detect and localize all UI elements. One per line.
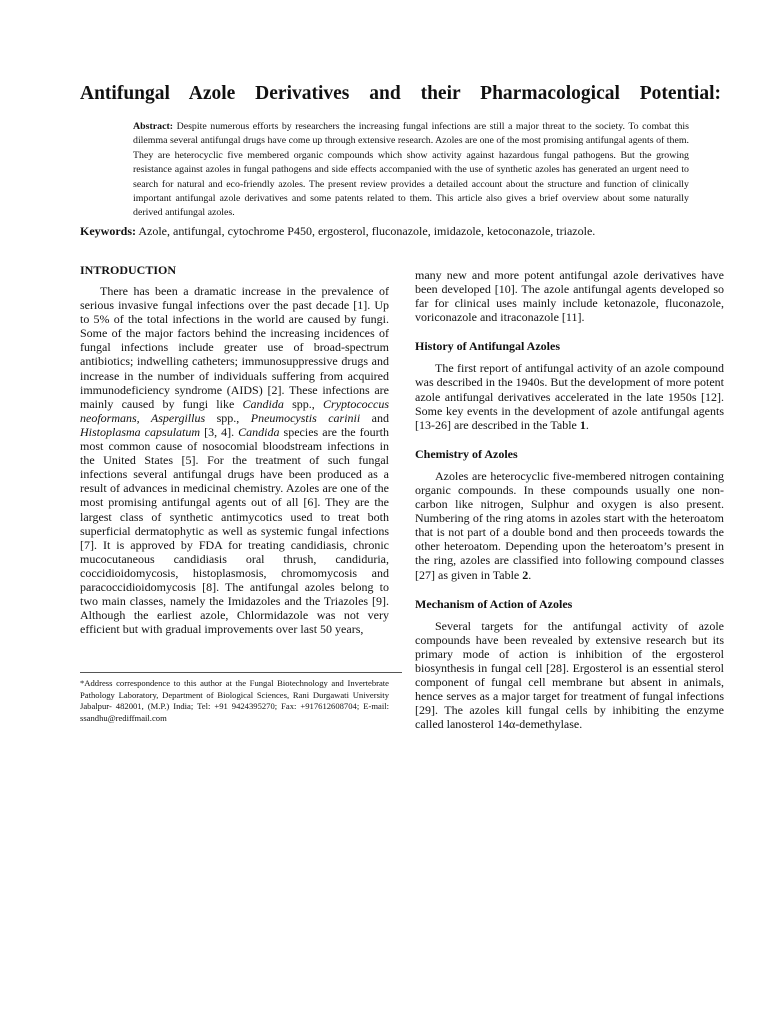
introduction-heading: INTRODUCTION: [80, 263, 177, 277]
intro-spp-1: spp.,: [283, 396, 324, 411]
chemistry-text: Azoles are heterocyclic five-membered nitrogen containing organic compounds. In these compounds usually one non-carbon like nitrogen, Sulphur and oxygen is also present. Numbering of the ring atoms in azoles start with the heteroatom that is not part of a double bond and then proceeds towards the other heteroatom. Depending upon the heteroatom’s present in the ring, azoles are classified into following compound classes [27] as given in Table: [415, 468, 724, 582]
history-paragraph: [415, 361, 724, 431]
history-heading: History of Antifungal Azoles: [415, 339, 561, 354]
chemistry-heading: Chemistry of Azoles: [415, 446, 518, 461]
chemistry-text-end: .: [528, 567, 532, 582]
abstract: [133, 120, 689, 221]
left-column: [80, 263, 389, 636]
abstract-label: Abstract:: [133, 121, 174, 132]
intro-text-b: [3, 4].: [200, 424, 239, 439]
footnote-divider: [80, 672, 402, 673]
intro-histoplasma: Histoplasma capsulatum: [80, 424, 201, 439]
introduction-paragraph: [80, 284, 389, 636]
intro-text-c: species are the fourth most common cause of nosocomial bloodstream infections in the United States [5]. For the treatment of such fungal infections several antifungal drugs have been produced as a result of advances in medicinal chemistry. Azoles are one of the most promising antifungal agents out of all [6]. They are the largest class of synthetic antimycotics used to treat both superficial dermatophytic as well as systemic fungal infections [7]. It is approved by FDA for treating candidiasis, chronic mucocutaneous candidiasis oral thrush, candiduria, coccidioidomycosis, histoplasmosis, chromomycosis and paracoccidioidomycosis [8]. The antifungal azoles belong to two main classes, namely the Imidazoles and the Triazoles [9]. Although the earliest azole, Chlormidazole was not very efficient but with gradual improvements over last 50 years,: [80, 424, 389, 637]
table-1-ref: 1: [579, 417, 586, 432]
intro-and: and: [360, 410, 389, 425]
table-2-ref: 2: [522, 567, 529, 582]
intro-spp-2: spp.,: [205, 410, 251, 425]
abstract-text: Despite numerous efforts by researchers the increasing fungal infections are still a major threat to the society. To combat this dilemma several antifungal drugs have come up through extensive research. Azoles are one of the most promising antifungal agents of them. They are heterocyclic five membered organic compounds which show activity against hazardous fungal pathogens. But the growing resistance against azoles in fungal pathogens and side effects accompanied with the use of synthetic azoles has generated an urgent need to search for natural and eco-friendly azoles. The present review provides a detailed account about the structure and function of clinically important antifungal azole derivatives and some patents related to them. This article also gives a brief overview about some naturally derived antifungal azoles.: [133, 121, 689, 219]
intro-pneumocystis: Pneumocystis carinii: [250, 410, 361, 425]
keywords: [80, 224, 720, 239]
keywords-label: Keywords:: [80, 224, 136, 238]
keywords-text: Azole, antifungal, cytochrome P450, ergosterol, fluconazole, imidazole, ketoconazole, triazole.: [136, 224, 596, 238]
right-column: [415, 268, 724, 731]
intro-text-a: There has been a dramatic increase in the prevalence of serious invasive fungal infections over the past decade [1]. Up to 5% of the total infections in the world are caused by fungi. Some of the major factors behind the increasing incidences of fungal infections include greater use of broad-spectrum antibiotics; indwelling catheters; immunosuppressive drugs and increase in the number of individuals suffering from acquired immunodeficiency syndrome (AIDS) [2]. These infections are mainly caused by fungi like: [80, 284, 389, 411]
intro-candida: Candida: [242, 396, 284, 411]
mechanism-heading: Mechanism of Action of Azoles: [415, 596, 573, 611]
history-text-end: .: [585, 417, 589, 432]
chemistry-paragraph: [415, 469, 724, 582]
paper-title: Antifungal Azole Derivatives and their Pharmacological Potential:: [80, 83, 721, 104]
intro-cryptococcus: Cryptococcus neoformans, Aspergillus: [80, 396, 389, 425]
intro-candida-2: Candida: [238, 424, 280, 439]
address-footnote: *Address correspondence to this author at the Fungal Biotechnology and Invertebrate Pathology Laboratory, Department of Biological Sciences, Rani Durgawati University Jabalpur- 482001, (M.P.) India; Tel: +91 9424395270; Fax: +917612608704; E-mail: ssandhu@rediffmail.com: [80, 678, 389, 723]
mechanism-paragraph: Several targets for the antifungal activity of azole compounds have been revealed by extensive research but its primary mode of action is inhibition of the ergosterol biosynthesis in fungal cell [28]. Ergosterol is an essential sterol component of fungal cell membrane but absent in animals, hence serves as a major target for treatment of fungal infections [29]. The azoles kill fungal cells by inhibiting the enzyme called lanosterol 14α-demethylase.: [415, 618, 724, 732]
history-text: The first report of antifungal activity of an azole compound was described in the 1940s. But the development of more potent azole antifungal derivatives accelerated in the late 1950s [12]. Some key events in the development of azole antifungal agents [13-26] are described in the Table: [415, 361, 724, 432]
introduction-continuation: many new and more potent antifungal azole derivatives have been developed [10]. The azole antifungal agents developed so far for clinical uses mainly include ketonazole, fluconazole, voriconazole and itraconazole [11].: [415, 268, 724, 325]
